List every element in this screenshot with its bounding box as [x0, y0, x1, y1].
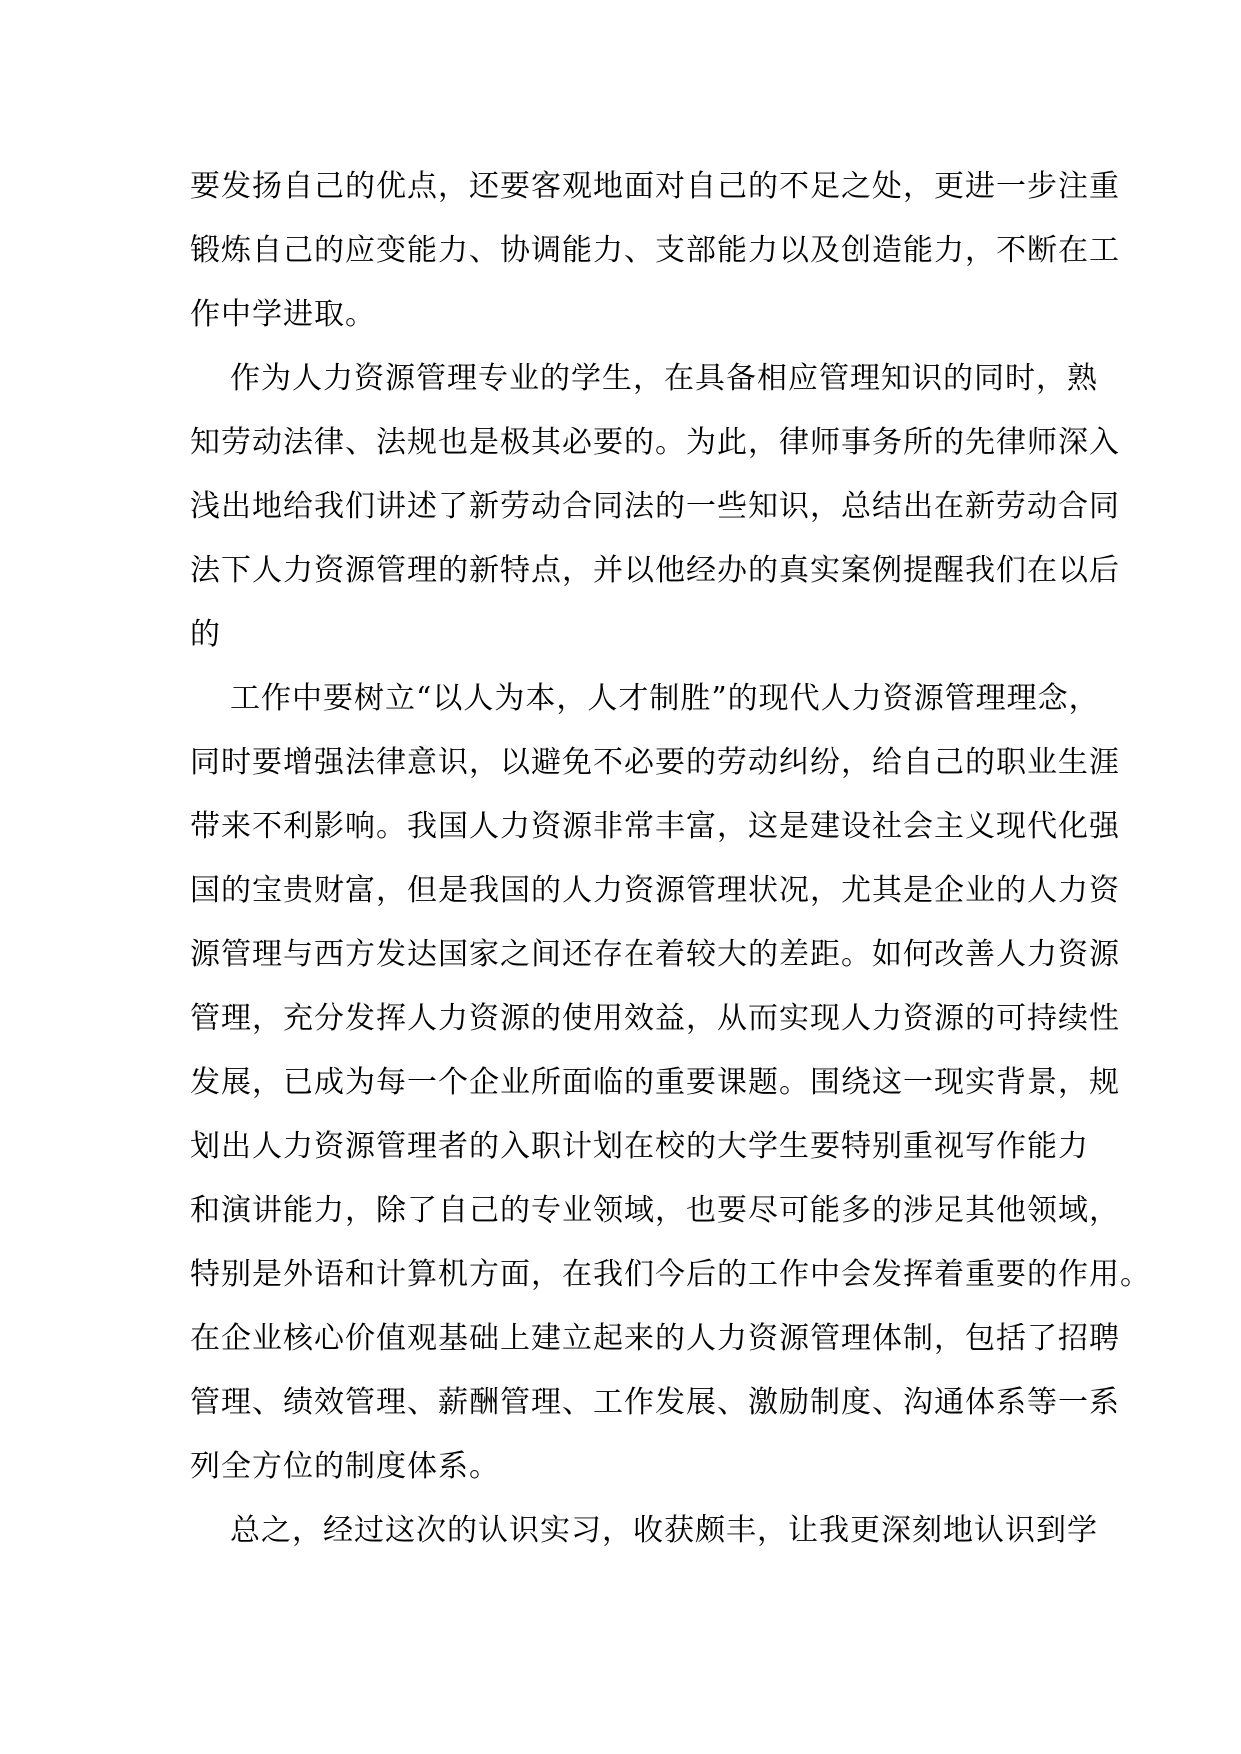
text-line: 锻炼自己的应变能力、协调能力、支部能力以及创造能力，不断在工 — [190, 233, 1120, 268]
paragraph-1 — [190, 155, 1120, 347]
text-line: 工作中要树立“以人为本，人才制胜”的现代人力资源管理理念， — [230, 681, 1100, 716]
text-line: 作中学进取。 — [190, 297, 376, 332]
paragraph-4 — [190, 1499, 1098, 1563]
text-line: 要发扬自己的优点，还要客观地面对自己的不足之处，更进一步注重 — [190, 169, 1120, 204]
text-line: 法下人力资源管理的新特点，并以他经办的真实案例提醒我们在以后 — [190, 553, 1120, 588]
text-line: 管理、绩效管理、薪酬管理、工作发展、激励制度、沟通体系等一系 — [190, 1385, 1120, 1420]
text-line: 和演讲能力，除了自己的专业领域，也要尽可能多的涉足其他领域， — [190, 1193, 1120, 1228]
text-line: 管理，充分发挥人力资源的使用效益，从而实现人力资源的可持续性 — [190, 1001, 1120, 1036]
text-line: 国的宝贵财富，但是我国的人力资源管理状况，尤其是企业的人力资 — [190, 873, 1120, 908]
text-line: 作为人力资源管理专业的学生，在具备相应管理知识的同时，熟 — [230, 361, 1098, 396]
text-line: 在企业核心价值观基础上建立起来的人力资源管理体制，包括了招聘 — [190, 1321, 1120, 1356]
text-line: 发展，已成为每一个企业所面临的重要课题。围绕这一现实背景，规 — [190, 1065, 1120, 1100]
text-line: 特别是外语和计算机方面，在我们今后的工作中会发挥着重要的作用。 — [190, 1257, 1151, 1292]
text-line: 源管理与西方发达国家之间还存在着较大的差距。如何改善人力资源 — [190, 937, 1120, 972]
text-line: 的 — [190, 617, 221, 652]
paragraph-2 — [190, 347, 1120, 667]
document-body — [190, 155, 1151, 1563]
text-line: 同时要增强法律意识，以避免不必要的劳动纠纷，给自己的职业生涯 — [190, 745, 1120, 780]
text-line: 浅出地给我们讲述了新劳动合同法的一些知识，总结出在新劳动合同 — [190, 489, 1120, 524]
text-line: 划出人力资源管理者的入职计划在校的大学生要特别重视写作能力 — [190, 1129, 1089, 1164]
text-line: 总之，经过这次的认识实习，收获颇丰，让我更深刻地认识到学 — [230, 1513, 1098, 1548]
text-line: 带来不利影响。我国人力资源非常丰富，这是建设社会主义现代化强 — [190, 809, 1120, 844]
paragraph-3 — [190, 667, 1151, 1499]
text-line: 列全方位的制度体系。 — [190, 1449, 500, 1484]
text-line: 知劳动法律、法规也是极其必要的。为此，律师事务所的先律师深入 — [190, 425, 1120, 460]
